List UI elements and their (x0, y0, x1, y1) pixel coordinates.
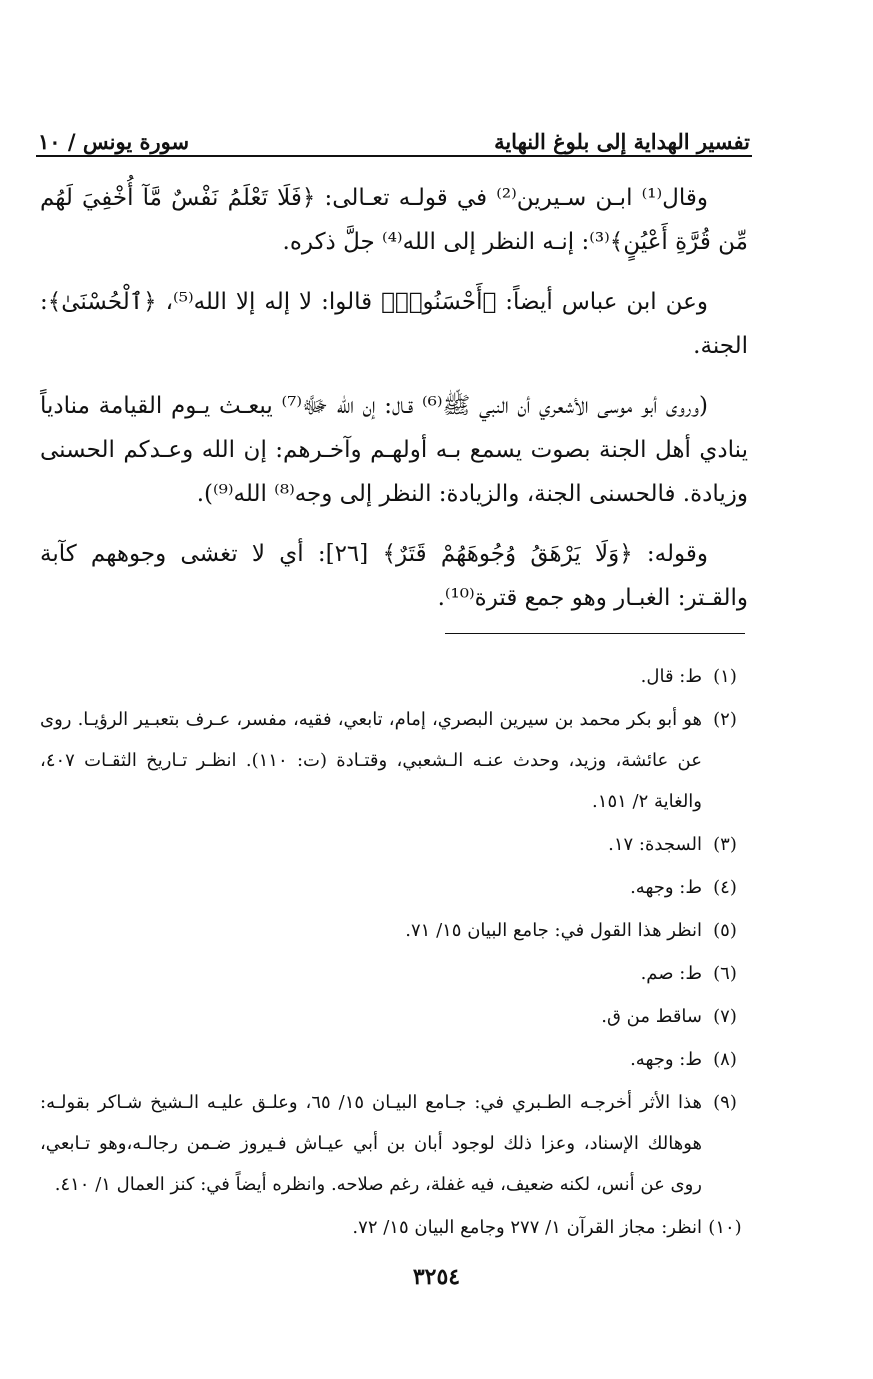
footnote-text: السجدة: ١٧. (608, 834, 702, 855)
footnotes (40, 656, 748, 1250)
footnote-number: (٢) (713, 709, 737, 730)
footnote-number: (٤) (713, 877, 737, 898)
running-header (38, 110, 750, 154)
main-text (40, 176, 748, 636)
paragraph: (وروى أبو موسى الأشعري أن النبي ﷺ⁽⁶⁾ قـال: إن الله ﷻ⁽⁷⁾ يبعـث يـوم القيامة منادياً ينادي أهل الجنة بصوت يسمع بـه أولهـم وآخـرهم: إن الله وعـدكم الحسنى وزيادة. فالحسنى الجنة، والزيادة: النظر إلى وجه⁽⁸⁾ الله⁽⁹⁾). (40, 393, 748, 507)
footnote (40, 1082, 748, 1205)
footnote (40, 1207, 748, 1248)
book-title: تفسير الهداية إلى بلوغ النهاية (494, 129, 750, 154)
footnote (40, 699, 748, 822)
footnote-number: (١) (713, 666, 737, 687)
footnote-number: (٨) (713, 1049, 737, 1070)
footnote-number: (٣) (713, 834, 737, 855)
footnote-number: (٥) (713, 920, 737, 941)
footnote-text: هذا الأثر أخرجـه الطـبري في: جـامع البيـان ١٥/ ٦٥، وعلـق عليـه الـشيخ شـاكر بقولـه: هوهالك الإسناد، وعزا ذلك لوجود أبان بن أبي عيـاش فـيروز ضـمن رجالـه،وهو تـابعي، روى عن أنس، لكنه ضعيف، فيه غفلة، رغم صلاحه. وانظره أيضاً في: كنز العمال ١/ ٤١٠. (40, 1092, 702, 1195)
footnote-text: ط: صم. (640, 963, 702, 984)
footnote-text: انظر هذا القول في: جامع البيان ١٥/ ٧١. (405, 920, 702, 941)
footnote-separator (445, 633, 745, 634)
footnote-text: ساقط من ق. (601, 1006, 702, 1027)
footnote (40, 910, 748, 951)
footnote (40, 996, 748, 1037)
footnote-text: ط: وجهه. (630, 877, 702, 898)
paragraph: وقال⁽¹⁾ ابـن سـيرين⁽²⁾ في قولـه تعـالى: ﴿فَلَا تَعْلَمُ نَفْسٌ مَّآ أُخْفِيَ لَهُم مِّن قُرَّةِ أَعْيُنٍ﴾⁽³⁾: إنـه النظر إلى الله⁽⁴⁾ جلَّ ذكره. (40, 185, 748, 255)
paragraph: وعن ابن عباس أيضاً: ﴿أَحْسَنُوا۟﴾ قالوا: لا إله إلا الله⁽⁵⁾، ﴿ٱلْحُسْنَىٰ﴾: الجنة. (40, 289, 748, 359)
page-number: ٣٢٥٤ (412, 1264, 461, 1290)
footnote (40, 824, 748, 865)
footnote-text: هو أبو بكر محمد بن سيرين البصري، إمام، تابعي، فقيه، مفسر، عـرف بتعبـير الرؤيـا. روى عن عائشة، وزيد، وحدث عنـه الـشعبي، وقتـادة (ت: ١١٠). انظـر تـاريخ الثقـات ٤٠٧، والغاية ٢/ ١٥١. (40, 709, 702, 812)
footnote-text: ط: قال. (640, 666, 702, 687)
footnote-text: انظر: مجاز القرآن ١/ ٢٧٧ وجامع البيان ١٥/ ٧٢. (352, 1217, 702, 1238)
footnote-text: ط: وجهه. (630, 1049, 702, 1070)
footnote-number: (١٠) (708, 1217, 742, 1238)
footnote-number: (٧) (713, 1006, 737, 1027)
footnote-number: (٩) (713, 1092, 737, 1113)
footnote (40, 867, 748, 908)
footnote (40, 656, 748, 697)
footnote (40, 953, 748, 994)
footnote-number: (٦) (713, 963, 737, 984)
surah-label: سورة يونس / ١٠ (38, 129, 190, 154)
header-rule (36, 155, 752, 157)
paragraph: وقوله: ﴿وَلَا يَرْهَقُ وُجُوهَهُمْ قَتَرٌ﴾ [٢٦]: أي لا تغشى وجوههم كآبة والقـتر: الغبـار وهو جمع قترة⁽¹⁰⁾. (40, 541, 748, 611)
footnote (40, 1039, 748, 1080)
